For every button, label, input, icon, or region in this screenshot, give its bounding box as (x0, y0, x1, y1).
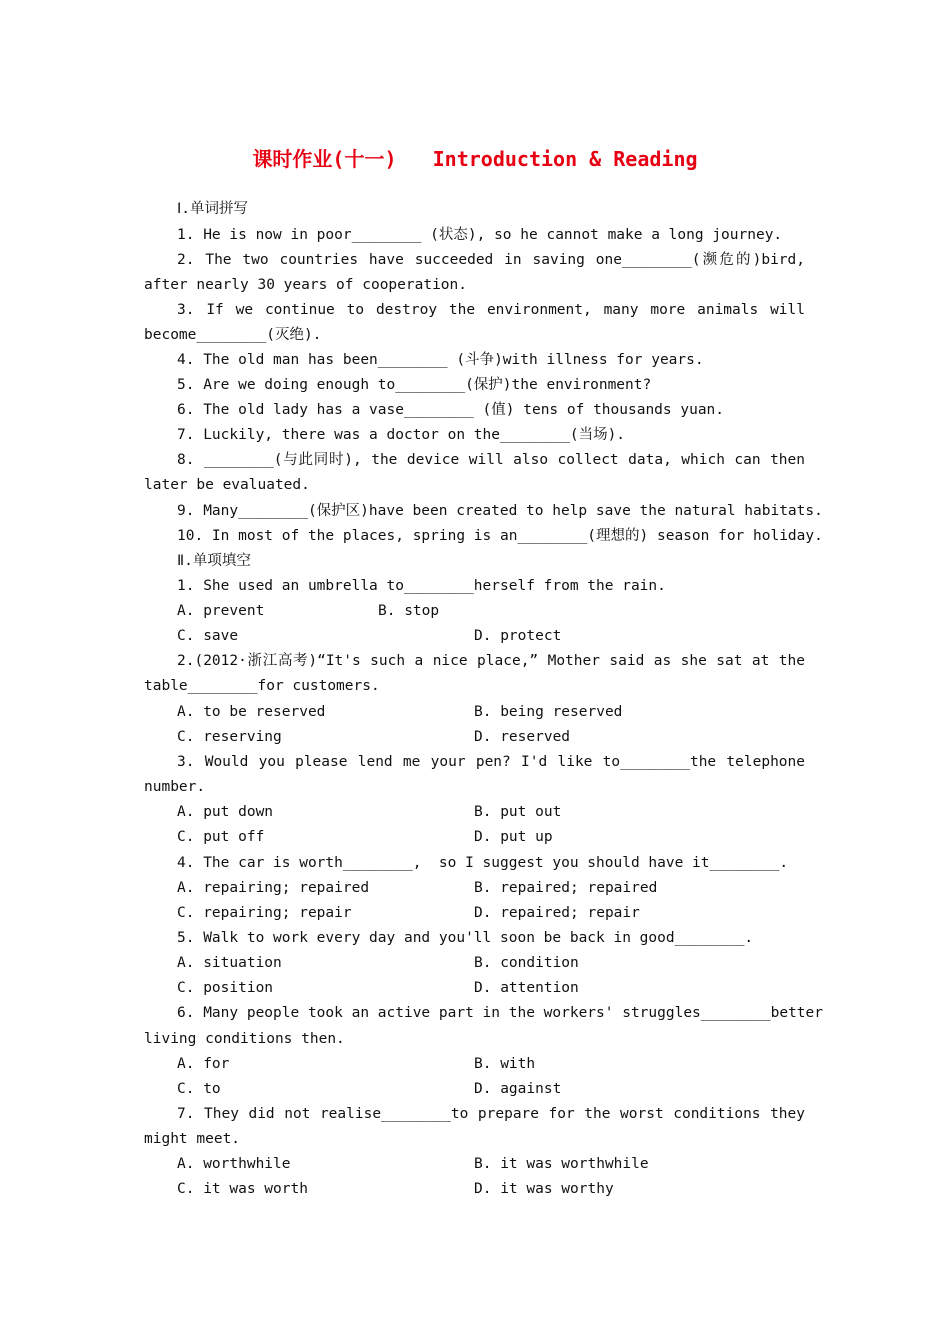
q2-option-c: C. reserving (177, 729, 282, 745)
q3-option-b: B. put out (474, 804, 562, 820)
q2-option-b: B. being reserved (474, 704, 623, 720)
s1-line: 6. The old lady has a vase________ (值) tens of thousands yuan. (177, 402, 725, 418)
s1-line: 1. He is now in poor________ (状态), so he cannot make a long journey. (177, 227, 783, 243)
worksheet-title: 课时作业(十一) Introduction & Reading (252, 147, 698, 171)
s1-line: 4. The old man has been________ (斗争)with illness for years. (177, 352, 704, 368)
q4-option-c: C. repairing; repair (177, 905, 352, 921)
q3-stem-cont: number. (144, 779, 206, 795)
q4-option-b: B. repaired; repaired (474, 880, 658, 896)
q2-stem-cont: table________for customers. (144, 678, 380, 694)
section1-heading: Ⅰ.单词拼写 (177, 201, 249, 217)
q1-option-d: D. protect (474, 628, 562, 644)
s1-line: 3. If we continue to destroy the environment, many more animals will (177, 302, 805, 318)
q7-option-a: A. worthwhile (177, 1156, 291, 1172)
q1-option-a: A. prevent (177, 603, 265, 619)
s1-line: 2. The two countries have succeeded in saving one________(濒危的)bird, (177, 252, 805, 268)
s1-line: 7. Luckily, there was a doctor on the________(当场). (177, 427, 626, 443)
section2-heading: Ⅱ.单项填空 (177, 553, 251, 569)
q1-stem: 1. She used an umbrella to________herself from the rain. (177, 578, 666, 594)
q7-stem: 7. They did not realise________to prepare for the worst conditions they (177, 1106, 805, 1122)
q6-option-a: A. for (177, 1056, 230, 1072)
s1-line: 9. Many________(保护区)have been created to help save the natural habitats. (177, 503, 823, 519)
q1-option-b: B. stop (378, 603, 440, 619)
q6-stem-cont: living conditions then. (144, 1031, 345, 1047)
q4-option-d: D. repaired; repair (474, 905, 640, 921)
q6-option-c: C. to (177, 1081, 221, 1097)
q5-option-c: C. position (177, 980, 274, 996)
q6-option-b: B. with (474, 1056, 536, 1072)
q3-option-c: C. put off (177, 829, 265, 845)
q3-option-d: D. put up (474, 829, 553, 845)
q4-stem: 4. The car is worth________, so I suggest you should have it________. (177, 855, 789, 871)
q6-option-d: D. against (474, 1081, 562, 1097)
q2-stem: 2.(2012·浙江高考)“It's such a nice place,” Mother said as she sat at the (177, 653, 805, 669)
q5-option-a: A. situation (177, 955, 282, 971)
q7-option-d: D. it was worthy (474, 1181, 614, 1197)
s1-line: become________(灭绝). (144, 327, 322, 343)
s1-line: 5. Are we doing enough to________(保护)the environment? (177, 377, 652, 393)
s1-line: 10. In most of the places, spring is an________(理想的) season for holiday. (177, 528, 823, 544)
q7-stem-cont: might meet. (144, 1131, 241, 1147)
q4-option-a: A. repairing; repaired (177, 880, 370, 896)
q2-option-d: D. reserved (474, 729, 571, 745)
q7-option-b: B. it was worthwhile (474, 1156, 649, 1172)
q5-option-b: B. condition (474, 955, 579, 971)
q7-option-c: C. it was worth (177, 1181, 308, 1197)
q1-option-c: C. save (177, 628, 239, 644)
q2-option-a: A. to be reserved (177, 704, 326, 720)
q3-option-a: A. put down (177, 804, 274, 820)
s1-line: later be evaluated. (144, 477, 310, 493)
q3-stem: 3. Would you please lend me your pen? I'd like to________the telephone (177, 754, 805, 770)
s1-line: 8. ________(与此同时), the device will also collect data, which can then (177, 452, 805, 468)
q6-stem: 6. Many people took an active part in the workers' struggles________better (177, 1005, 824, 1021)
q5-stem: 5. Walk to work every day and you'll soon be back in good________. (177, 930, 754, 946)
s1-line: after nearly 30 years of cooperation. (144, 277, 468, 293)
q5-option-d: D. attention (474, 980, 579, 996)
